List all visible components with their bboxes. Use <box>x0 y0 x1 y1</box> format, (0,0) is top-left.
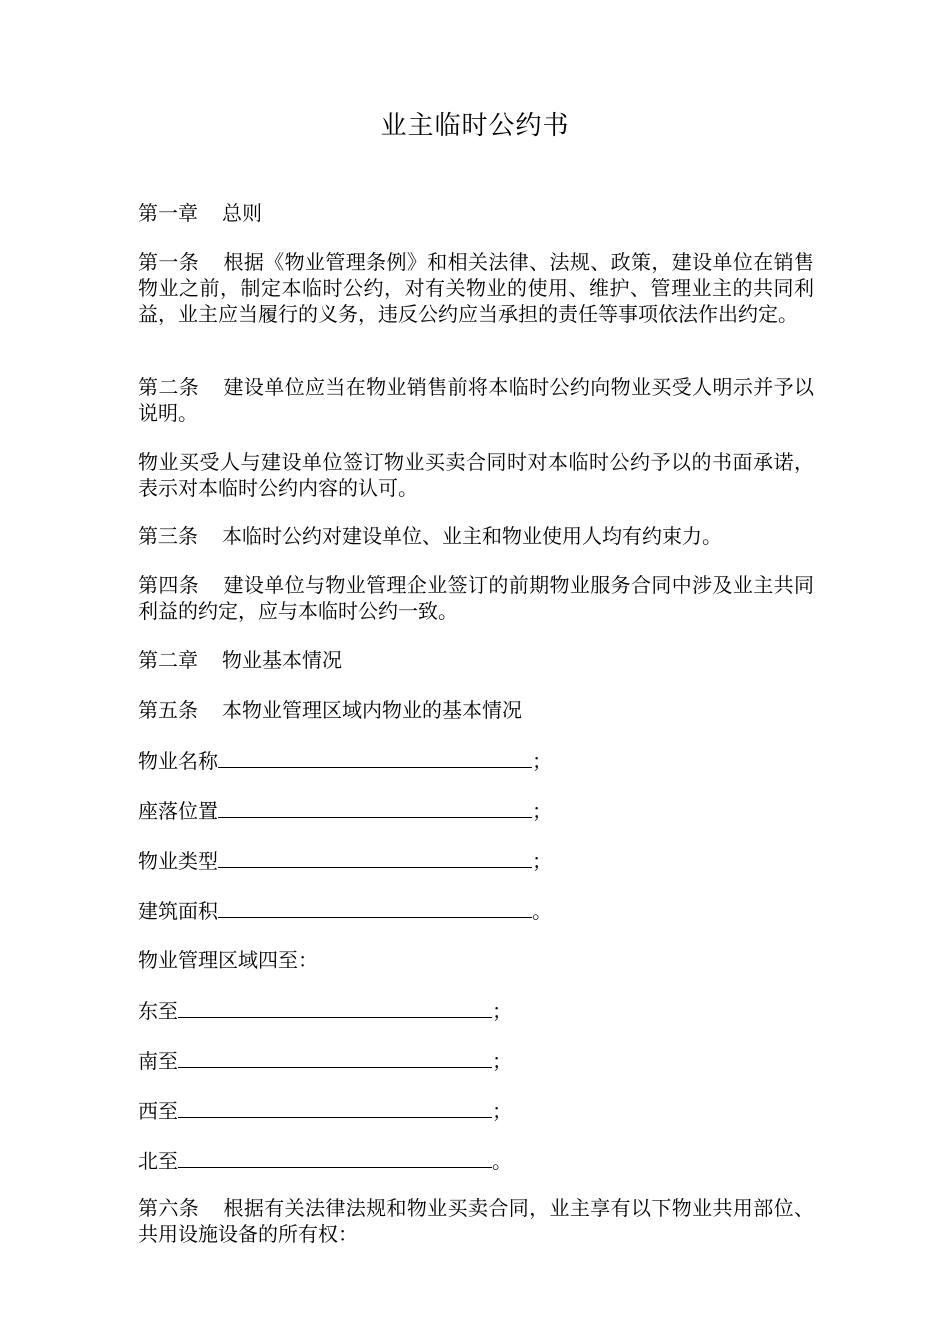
field-building-area <box>138 897 552 924</box>
field-end-mark: ； <box>532 849 552 873</box>
field-end-mark: ； <box>492 999 512 1023</box>
field-location <box>138 797 552 824</box>
article-6-label: 第六条 <box>138 1196 200 1220</box>
article-2-paragraph-2 <box>138 449 814 501</box>
article-5-label: 第五条 <box>138 698 198 722</box>
field-location-label: 座落位置 <box>138 799 218 823</box>
article-2 <box>138 374 814 426</box>
chapter-1-name: 总则 <box>222 201 262 225</box>
article-3 <box>138 523 722 549</box>
chapter-1-label: 第一章 <box>138 201 198 225</box>
field-end-mark: 。 <box>532 899 552 923</box>
chapter-2-heading <box>138 647 342 673</box>
property-type-blank[interactable] <box>218 847 532 868</box>
field-building-area-label: 建筑面积 <box>138 899 218 923</box>
article-1-text: 根据《物业管理条例》和相关法律、法规、政策，建设单位在销售物业之前，制定本临时公约，对有关物业的使用、维护、管理业主的共同利益，业主应当履行的义务，违反公约应当承担的责任等事项依法作出约定。 <box>138 250 814 326</box>
document-title: 业主临时公约书 <box>380 111 570 141</box>
article-4-label: 第四条 <box>138 573 200 597</box>
chapter-2-name: 物业基本情况 <box>222 648 342 672</box>
chapter-2-label: 第二章 <box>138 648 198 672</box>
field-end-mark: ； <box>532 749 552 773</box>
article-3-label: 第三条 <box>138 524 198 548</box>
chapter-1-heading <box>138 200 262 226</box>
boundary-heading: 物业管理区域四至： <box>138 948 318 972</box>
location-blank[interactable] <box>218 797 532 818</box>
field-end-mark: ； <box>532 799 552 823</box>
south-blank[interactable] <box>178 1047 492 1068</box>
article-2-label: 第二条 <box>138 375 200 399</box>
field-end-mark: 。 <box>492 1149 512 1173</box>
field-end-mark: ； <box>492 1099 512 1123</box>
bound-west <box>138 1097 512 1124</box>
article-6-text: 根据有关法律法规和物业买卖合同，业主享有以下物业共用部位、共用设施设备的所有权： <box>138 1196 814 1246</box>
bound-north-label: 北至 <box>138 1149 178 1173</box>
field-property-type <box>138 847 552 874</box>
field-property-name-label: 物业名称 <box>138 749 218 773</box>
bound-south <box>138 1047 512 1074</box>
north-blank[interactable] <box>178 1147 492 1168</box>
article-4-text: 建设单位与物业管理企业签订的前期物业服务合同中涉及业主共同利益的约定，应与本临时公约一致。 <box>138 573 814 623</box>
article-2-text: 建设单位应当在物业销售前将本临时公约向物业买受人明示并予以说明。 <box>138 375 814 425</box>
article-5 <box>138 697 522 723</box>
article-4 <box>138 572 814 624</box>
article-2b-text: 物业买受人与建设单位签订物业买卖合同时对本临时公约予以的书面承诺，表示对本临时公约内容的认可。 <box>138 450 814 500</box>
article-5-text: 本物业管理区域内物业的基本情况 <box>222 698 522 722</box>
field-property-type-label: 物业类型 <box>138 849 218 873</box>
bound-north <box>138 1147 512 1174</box>
bound-west-label: 西至 <box>138 1099 178 1123</box>
article-1-label: 第一条 <box>138 250 200 274</box>
article-3-text: 本临时公约对建设单位、业主和物业使用人均有约束力。 <box>222 524 722 548</box>
field-end-mark: ； <box>492 1049 512 1073</box>
field-property-name <box>138 747 552 774</box>
property-name-blank[interactable] <box>218 747 532 768</box>
bound-south-label: 南至 <box>138 1049 178 1073</box>
east-blank[interactable] <box>178 997 492 1018</box>
west-blank[interactable] <box>178 1097 492 1118</box>
article-6 <box>138 1195 814 1247</box>
building-area-blank[interactable] <box>218 897 532 918</box>
bound-east-label: 东至 <box>138 999 178 1023</box>
article-1 <box>138 249 814 327</box>
bound-east <box>138 997 512 1024</box>
